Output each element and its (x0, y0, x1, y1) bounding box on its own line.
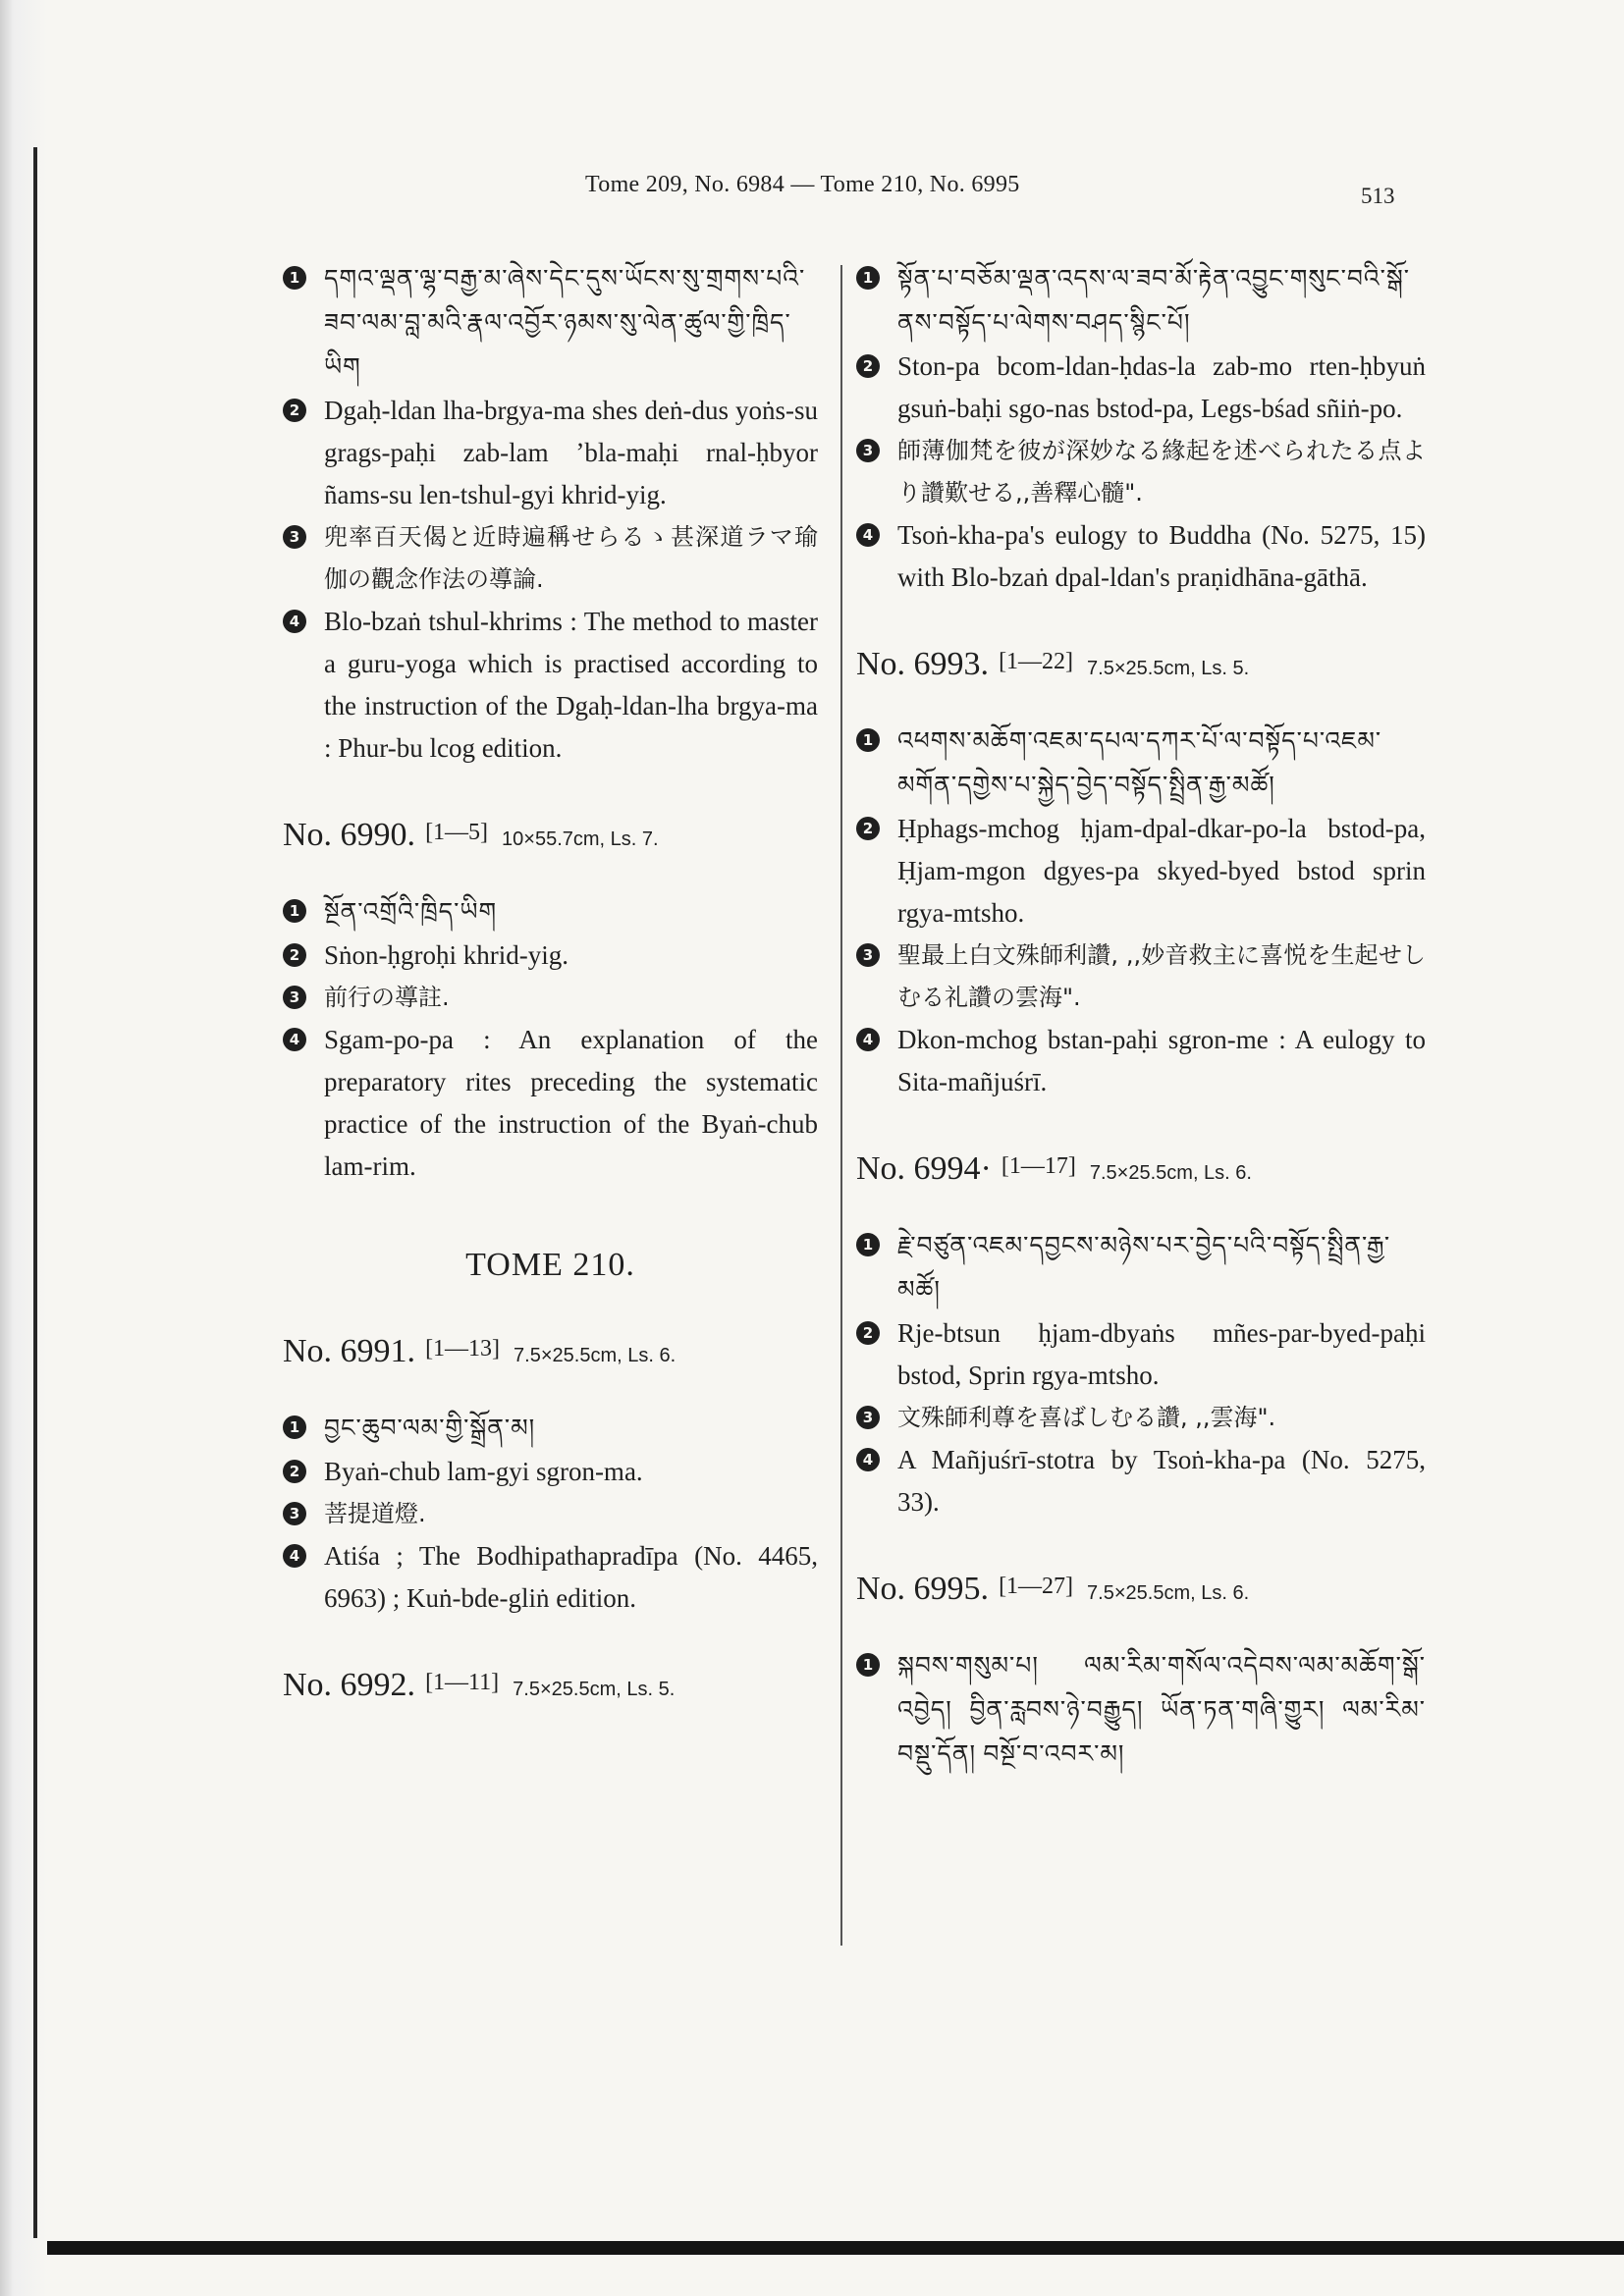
scan-edge (0, 0, 57, 2296)
transliteration: Sṅon-ḥgroḥi khrid-yig. (324, 940, 568, 970)
entry-line-japanese (283, 1493, 818, 1535)
english-description: Tsoṅ-kha-pa's eulogy to Buddha (No. 5275, 15) with Blo-bzaṅ dpal-ldan's praṇidhāna-gāthā. (897, 520, 1426, 592)
marker-4-icon: 4 (283, 1544, 306, 1568)
entry-number: No. 6990. (283, 817, 416, 853)
entry-heading-6994 (856, 1145, 1426, 1195)
marker-2-icon: 2 (856, 1321, 880, 1345)
marker-3-icon: 3 (856, 439, 880, 462)
entry-6989-continued (283, 257, 818, 770)
english-description: Atiśa ; The Bodhipathapradīpa (No. 4465, 6963) ; Kuṅ-bde-gliṅ edition. (324, 1541, 818, 1613)
entry-line-transliteration (856, 808, 1426, 934)
folio-range: [1—22] (999, 649, 1074, 674)
dimensions: 7.5×25.5cm, Ls. 6. (1087, 1582, 1250, 1604)
marker-1-icon: 1 (856, 728, 880, 752)
entry-line-tibetan (283, 257, 818, 390)
marker-3-icon: 3 (283, 986, 306, 1009)
japanese-title: 菩提道燈. (324, 1500, 426, 1527)
entry-line-tibetan (856, 1224, 1426, 1312)
marker-3-icon: 3 (856, 943, 880, 967)
entry-heading-6995 (856, 1565, 1426, 1615)
marker-3-icon: 3 (283, 525, 306, 549)
entry-line-english (856, 514, 1426, 599)
marker-3-icon: 3 (856, 1406, 880, 1429)
entry-number: No. 6993. (856, 646, 990, 682)
marker-1-icon: 1 (283, 899, 306, 923)
dimensions: 10×55.7cm, Ls. 7. (502, 828, 659, 850)
japanese-title: 兜率百天偈と近時遍稱せらるゝ甚深道ラマ瑜伽の觀念作法の導論. (324, 523, 818, 593)
japanese-title: 聖最上白文殊師利讚, ,,妙音救主に喜悦を生起せしむる礼讚の雲海". (897, 941, 1426, 1011)
tibetan-title: རྗེ་བཙུན་འཇམ་དབྱངས་མཉེས་པར་བྱེད་པའི་བསྟོད་སྤྲིན་རྒྱ་མཚོ། (897, 1233, 1391, 1304)
dimensions: 7.5×25.5cm, Ls. 6. (1089, 1162, 1252, 1184)
entry-line-japanese (856, 1397, 1426, 1439)
entry-line-english (283, 1535, 818, 1620)
entry-6994 (856, 1224, 1426, 1523)
entry-line-tibetan (283, 1407, 818, 1451)
tibetan-title: དགའ་ལྡན་ལྷ་བརྒྱ་མ་ཞེས་དེང་དུས་ཡོངས་སུ་གྲགས་པའི་ཟབ་ལམ་བླ་མའི་རྣལ་འབྱོར་ཉམས་སུ་ལེན་ཚུལ་གྱི་ཁྲིད་ཡིག (324, 266, 806, 381)
japanese-title: 師薄伽梵を彼が深妙なる緣起を述べられたる点より讚歎せる,,善釋心髓". (897, 437, 1426, 507)
entry-line-tibetan (856, 1644, 1426, 1777)
entry-line-tibetan (283, 890, 818, 934)
entry-line-japanese (856, 934, 1426, 1019)
marker-1-icon: 1 (856, 1233, 880, 1256)
marker-1-icon: 1 (283, 266, 306, 290)
english-description: Dkon-mchog bstan-paḥi sgron-me : A eulogy to Sita-mañjuśrī. (897, 1025, 1426, 1096)
entry-heading-6993 (856, 640, 1426, 690)
entry-6992 (856, 257, 1426, 599)
entry-number: No. 6992. (283, 1667, 416, 1703)
marker-2-icon: 2 (283, 1460, 306, 1483)
entry-number: No. 6995. (856, 1571, 990, 1607)
tibetan-title: འཕགས་མཆོག་འཇམ་དཔལ་དཀར་པོ་ལ་བསྟོད་པ་འཇམ་མགོན་དགྱེས་པ་སྐྱེད་བྱེད་བསྟོད་སྤྲིན་རྒྱ་མཚོ། (897, 728, 1382, 799)
entry-line-tibetan (856, 720, 1426, 808)
tome-heading: TOME 210. (465, 1247, 635, 1283)
marker-4-icon: 4 (856, 1448, 880, 1471)
marker-2-icon: 2 (856, 817, 880, 840)
entry-line-tibetan (856, 257, 1426, 346)
english-description: Blo-bzaṅ tshul-khrims : The method to master a guru-yoga which is practised according to the instruction of the Dgaḥ-ldan-lha brgya-ma : Phur-bu lcog edition. (324, 607, 818, 763)
marker-4-icon: 4 (283, 610, 306, 633)
entry-line-japanese (856, 430, 1426, 514)
bottom-rule (47, 2241, 1624, 2255)
transliteration: Dgaḥ-ldan lha-brgya-ma shes deṅ-dus yoṅs-su grags-paḥi zab-lam ʼbla-maḥi rnal-ḥbyor ñams-su len-tshul-gyi khrid-yig. (324, 396, 818, 509)
entry-line-transliteration (283, 934, 818, 977)
marker-4-icon: 4 (856, 523, 880, 547)
japanese-title: 前行の導註. (324, 984, 450, 1011)
entry-line-japanese (283, 977, 818, 1019)
marker-1-icon: 1 (856, 266, 880, 290)
entry-6991 (283, 1407, 818, 1620)
transliteration: Rje-btsun ḥjam-dbyaṅs mñes-par-byed-paḥi bstod, Sprin rgya-mtsho. (897, 1318, 1426, 1390)
running-header: Tome 209, No. 6984 — Tome 210, No. 6995 (585, 172, 1020, 197)
entry-6990 (283, 890, 818, 1188)
english-description: A Mañjuśrī-stotra by Tsoṅ-kha-pa (No. 5275, 33). (897, 1445, 1426, 1517)
japanese-title: 文殊師利尊を喜ばしむる讚, ,,雲海". (897, 1404, 1276, 1431)
marker-2-icon: 2 (856, 354, 880, 378)
entry-number: No. 6991. (283, 1333, 416, 1369)
column-divider (840, 265, 842, 1946)
marker-4-icon: 4 (856, 1028, 880, 1051)
binding-line (33, 147, 37, 2238)
entry-line-transliteration (283, 390, 818, 516)
entry-line-english (856, 1439, 1426, 1523)
left-column (283, 257, 818, 1740)
tibetan-title: སྟོན་པ་བཅོམ་ལྡན་འདས་ལ་ཟབ་མོ་རྟེན་འབྱུང་གསུང་བའི་སྒོ་ནས་བསྟོད་པ་ལེགས་བཤད་སྙིང་པོ། (897, 266, 1411, 337)
entry-heading-6991 (283, 1327, 818, 1377)
marker-4-icon: 4 (283, 1028, 306, 1051)
folio-range: [1—5] (425, 820, 489, 845)
dimensions: 7.5×25.5cm, Ls. 5. (513, 1679, 676, 1700)
marker-2-icon: 2 (283, 943, 306, 967)
right-column (856, 257, 1426, 1787)
page-number: 513 (1361, 184, 1395, 208)
entry-line-english (283, 1019, 818, 1188)
entry-number: No. 6994· (856, 1150, 992, 1187)
entry-heading-6992 (283, 1661, 818, 1711)
entry-line-english (856, 1019, 1426, 1103)
marker-1-icon: 1 (283, 1415, 306, 1439)
entry-6993 (856, 720, 1426, 1103)
tibetan-title: སྔོན་འགྲོའི་ཁྲིད་ཡིག (324, 899, 498, 926)
entry-line-japanese (283, 516, 818, 601)
dimensions: 7.5×25.5cm, Ls. 6. (514, 1345, 677, 1366)
tibetan-title: སྐབས་གསུམ་པ། ལམ་རིམ་གསོལ་འདེབས་ལམ་མཆོག་སྒོ་འབྱེད། བྱིན་རླབས་ཉེ་བརྒྱུད། ཡོན་ཏན་གཞི་གྱུར། ལམ་རིམ་བསྡུ་དོན། བསྔོ་བ་འབར་མ། (897, 1653, 1426, 1768)
marker-3-icon: 3 (283, 1502, 306, 1525)
tibetan-title: བྱང་ཆུབ་ལམ་གྱི་སྒྲོན་མ། (324, 1415, 536, 1442)
english-description: Sgam-po-pa : An explanation of the preparatory rites preceding the systematic practice of the instruction of the Byaṅ-chub lam-rim. (324, 1025, 818, 1181)
transliteration: Byaṅ-chub lam-gyi sgron-ma. (324, 1457, 643, 1486)
entry-line-english (283, 601, 818, 770)
marker-2-icon: 2 (283, 399, 306, 422)
entry-6995 (856, 1644, 1426, 1777)
folio-range: [1—11] (425, 1670, 500, 1695)
folio-range: [1—17] (1001, 1153, 1076, 1179)
entry-line-transliteration (856, 1312, 1426, 1397)
dimensions: 7.5×25.5cm, Ls. 5. (1087, 658, 1250, 679)
marker-1-icon: 1 (856, 1653, 880, 1677)
transliteration: Ḥphags-mchog ḥjam-dpal-dkar-po-la bstod-pa, Ḥjam-mgon dgyes-pa skyed-byed bstod sprin rgya-mtsho. (897, 814, 1426, 928)
folio-range: [1—27] (999, 1574, 1074, 1599)
entry-line-transliteration (283, 1451, 818, 1493)
entry-line-transliteration (856, 346, 1426, 430)
entry-heading-6990 (283, 811, 818, 861)
folio-range: [1—13] (425, 1336, 501, 1362)
transliteration: Ston-pa bcom-ldan-ḥdas-la zab-mo rten-ḥbyuṅ gsuṅ-baḥi sgo-nas bstod-pa, Legs-bśad sñiṅ-po. (897, 351, 1426, 423)
